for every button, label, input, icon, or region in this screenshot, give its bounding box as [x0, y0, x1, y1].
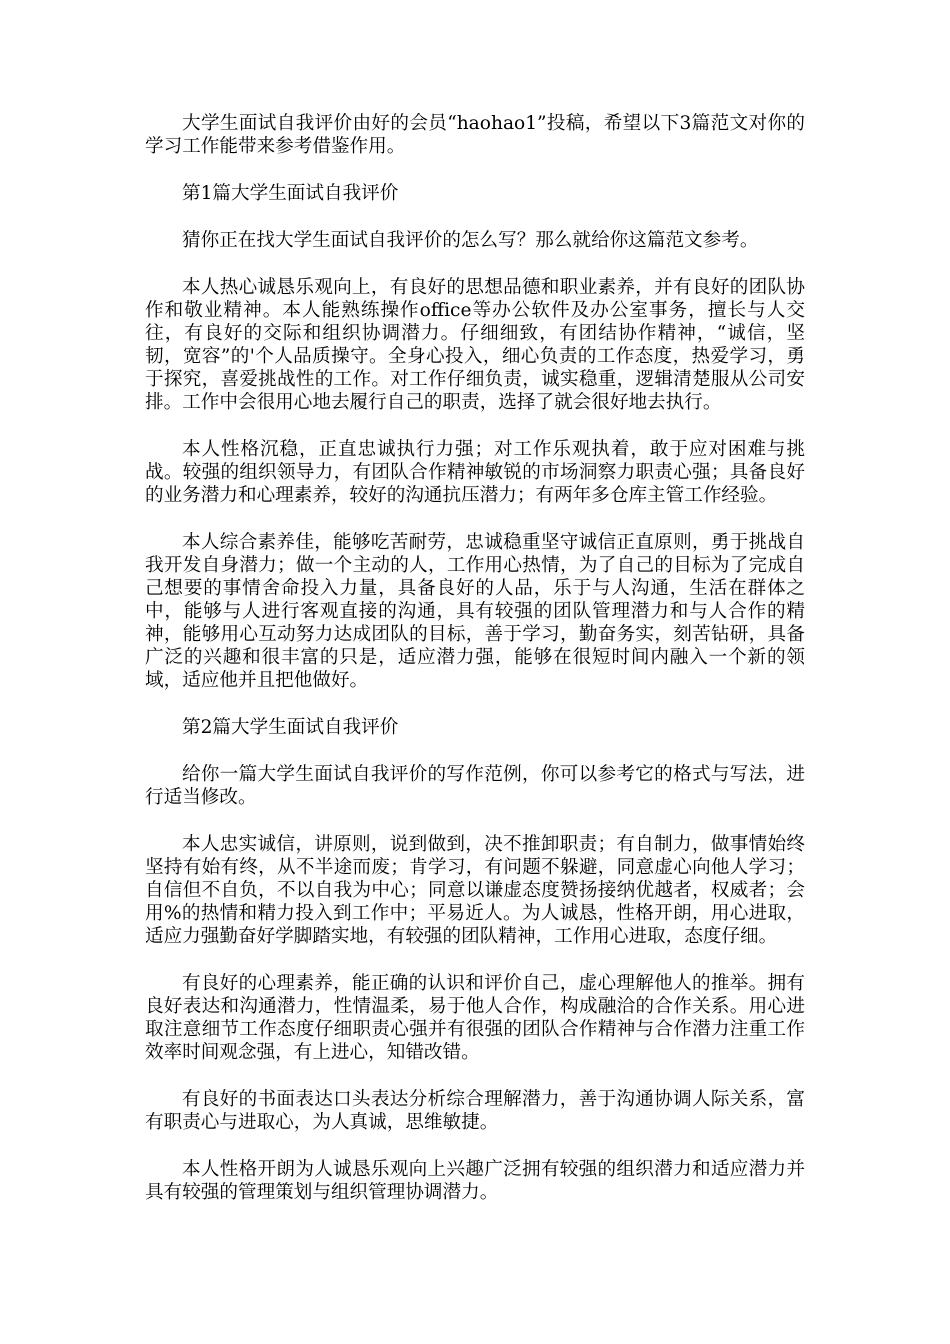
- section-heading-1: 第1篇大学生面试自我评价: [182, 183, 399, 204]
- paragraph-2-body-c: 有良好的书面表达口头表达分析综合理解潜力，善于沟通协调人际关系，富有职责心与进取心，为人真诚，思维敏捷。: [145, 1089, 805, 1133]
- intro-paragraph: 大学生面试自我评价由好的会员“haohao1”投稿，希望以下3篇范文对你的学习工作能带来参考借鉴作用。: [145, 113, 805, 157]
- paragraph-1-body-a: 本人热心诚恳乐观向上，有良好的思想品德和职业素养，并有良好的团队协作和敬业精神。本人能熟练操作office等办公软件及办公室事务，擅长与人交往，有良好的交际和组织协调潜力。仔细细致，有团结协作精神，“诚信，坚韧，宽容”的'个人品质操守。全身心投入，细心负责的工作态度，热爱学习，勇于探究，喜爱挑战性的工作。对工作仔细负责，诚实稳重，逻辑清楚服从公司安排。工作中会很用心地去履行自己的职责，选择了就会很好地去执行。: [145, 277, 805, 413]
- paragraph-1-lead: 猜你正在找大学生面试自我评价的怎么写？那么就给你这篇范文参考。: [182, 230, 759, 251]
- document-page: [145, 112, 805, 1228]
- section-heading-2: 第2篇大学生面试自我评价: [182, 717, 399, 738]
- paragraph-1-body-c: 本人综合素养佳，能够吃苦耐劳，忠诚稳重坚守诚信正直原则，勇于挑战自我开发自身潜力；做一个主动的人，工作用心热情，为了自己的目标为了完成自己想要的事情舍命投入力量，具备良好的人品，乐于与人沟通，生活在群体之中，能够与人进行客观直接的沟通，具有较强的团队管理潜力和与人合作的精神，能够用心互动努力达成团队的目标，善于学习，勤奋务实，刻苦钻研，具备广泛的兴趣和很丰富的只是，适应潜力强，能够在很短时间内融入一个新的领域，适应他并且把他做好。: [145, 532, 805, 691]
- paragraph-2-body-d: 本人性格开朗为人诚恳乐观向上兴趣广泛拥有较强的组织潜力和适应潜力并具有较强的管理策划与组织管理协调潜力。: [145, 1159, 805, 1203]
- paragraph-2-body-b: 有良好的心理素养，能正确的认识和评价自己，虚心理解他人的推举。拥有良好表达和沟通潜力，性情温柔，易于他人合作，构成融洽的合作关系。用心进取注意细节工作态度仔细职责心强并有很强的团队合作精神与合作潜力注重工作效率时间观念强，有上进心，知错改错。: [145, 973, 805, 1063]
- paragraph-2-body-a: 本人忠实诚信，讲原则，说到做到，决不推卸职责；有自制力，做事情始终坚持有始有终，从不半途而废；肯学习，有问题不躲避，同意虚心向他人学习；自信但不自负，不以自我为中心；同意以谦虚态度赞扬接纳优越者，权威者；会用%的热情和精力投入到工作中；平易近人。为人诚恳，性格开朗，用心进取，适应力强勤奋好学脚踏实地，有较强的团队精神，工作用心进取，态度仔细。: [145, 834, 805, 947]
- paragraph-1-body-b: 本人性格沉稳，正直忠诚执行力强；对工作乐观执着，敢于应对困难与挑战。较强的组织领导力，有团队合作精神敏锐的市场洞察力职责心强；具备良好的业务潜力和心理素养，较好的沟通抗压潜力；有两年多仓库主管工作经验。: [145, 439, 805, 506]
- paragraph-2-lead: 给你一篇大学生面试自我评价的写作范例，你可以参考它的格式与写法，进行适当修改。: [145, 764, 805, 808]
